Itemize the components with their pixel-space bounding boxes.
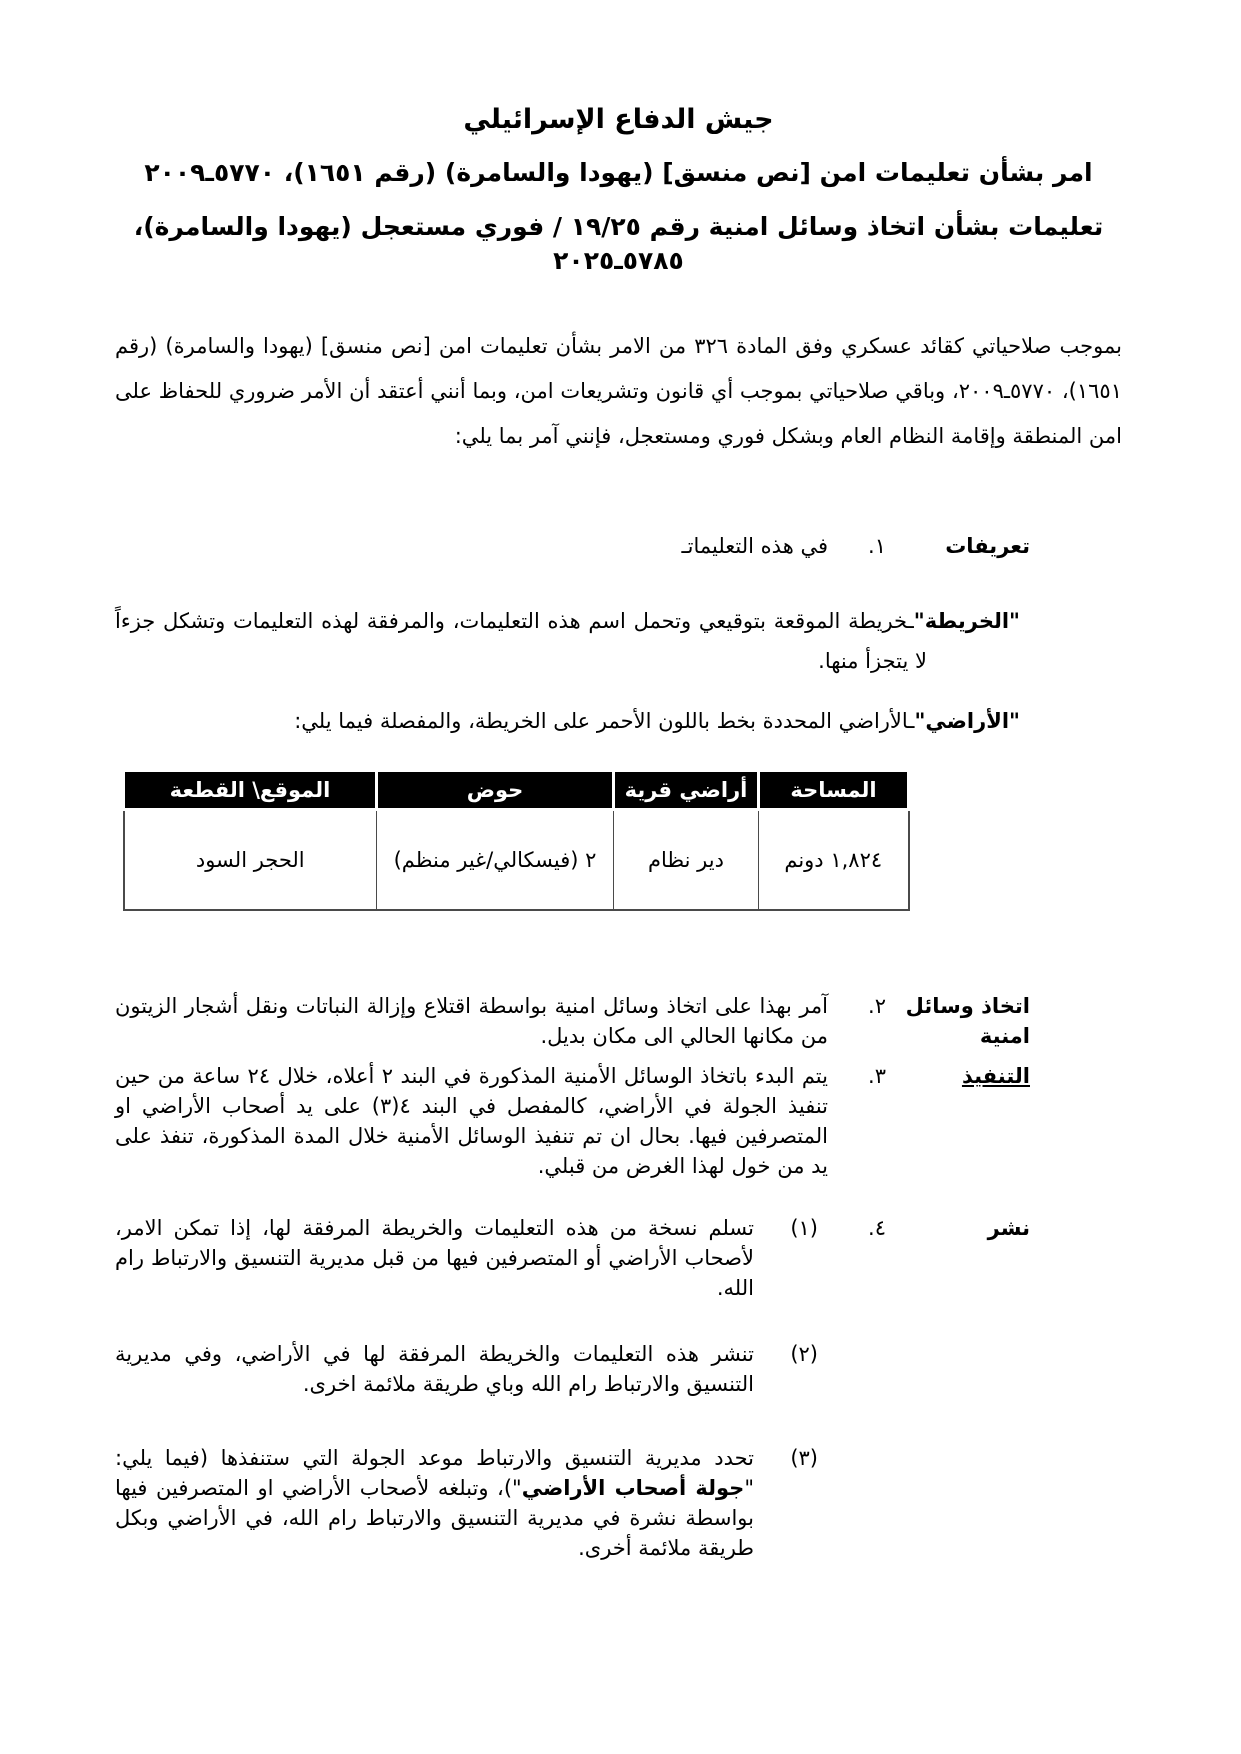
section-label-definitions: تعريفات (945, 534, 1030, 558)
subitem-3 (115, 1443, 828, 1563)
subitem-number-2: (٢) (790, 1342, 818, 1366)
definition-map-text: ـخريطة الموقعة بتوقيعي وتحمل اسم هذه التعليمات، والمرفقة لهذه التعليمات وتشكل جزءاً لا يتجزأ منها. (115, 609, 927, 673)
cell-village-lands: دير نظام (614, 810, 759, 911)
section-security-measures (115, 991, 1122, 1051)
parcels-table-wrap (115, 769, 910, 911)
section-label-publication: نشر (987, 1216, 1030, 1240)
cell-area: ١,٨٢٤ دونم (759, 810, 909, 911)
section-execution (115, 1061, 1122, 1181)
section-number-1: ١. (868, 534, 886, 558)
definition-map (115, 601, 1020, 681)
subitem-text-2: تنشر هذه التعليمات والخريطة المرفقة لها في الأراضي، وفي مديرية التنسيق والارتباط رام الله وباي طريقة ملائمة اخرى. (115, 1342, 754, 1396)
cell-basin: ٢ (فيسكالي/غير منظم) (377, 810, 614, 911)
subitem-number-1: (١) (790, 1216, 818, 1240)
definition-map-term: "الخريطة" (913, 609, 1020, 633)
order-title: امر بشأن تعليمات امن [نص منسق] (يهودا والسامرة) (رقم ١٦٥١)، ٥٧٧٠ـ٢٠٠٩ (144, 158, 1093, 187)
subitem-2 (115, 1339, 828, 1399)
col-header-basin: حوض (377, 771, 614, 810)
subitem-3-before: تحدد مديرية التنسيق والارتباط موعد الجولة التي ستنفذها (فيما يلي: " (115, 1446, 754, 1500)
preamble-paragraph: بموجب صلاحياتي كقائد عسكري وفق المادة ٣٢٦ من الامر بشأن تعليمات امن [نص منسق] (يهودا والسامرة) (رقم ١٦٥١)، ٥٧٧٠ـ٢٠٠٩، وباقي صلاحياتي بموجب أي قانون وتشريعات امن، وبما أنني أعتقد أن الأمر ضروري للحفاظ على امن المنطقة وإقامة النظام العام وبشكل فوري ومستعجل، فإنني آمر بما يلي: (115, 334, 1122, 448)
col-header-location-plot: الموقع\ القطعة (124, 771, 377, 810)
subitem-text-1: تسلم نسخة من هذه التعليمات والخريطة المرفقة لها، إذا تمكن الامر، لأصحاب الأراضي أو المتصرفين فيها من قبل مديرية التنسيق والارتباط رام الله. (115, 1216, 754, 1300)
definition-lands-term: "الأراضي" (914, 709, 1020, 733)
section-text-3: يتم البدء باتخاذ الوسائل الأمنية المذكورة في البند ٢ أعلاه، خلال ٢٤ ساعة من حين تنفيذ الجولة في الأراضي، كالمفصل في البند ⁦٤(٣)⁩ على يد أصحاب الأراضي او المتصرفين فيها. بحال ان تم تنفيذ الوسائل الأمنية خلال المدة المذكورة، تنفذ على يد من خول لهذا الغرض من قبلي. (115, 1064, 828, 1178)
parcels-table (122, 769, 910, 911)
section-number-4: ٤. (868, 1216, 886, 1240)
section-text-1: في هذه التعليماتـ (681, 534, 828, 558)
section-4-content (115, 1213, 848, 1563)
section-number-3: ٣. (868, 1064, 886, 1088)
subitem-text-3 (115, 1443, 766, 1563)
section-number-2: ٢. (868, 994, 886, 1018)
cell-location-plot: الحجر السود (124, 810, 377, 911)
definition-lands-text: ـالأراضي المحددة بخط باللون الأحمر على الخريطة، والمفصلة فيما يلي: (294, 709, 915, 733)
definition-lands (115, 701, 1020, 741)
table-header-row (124, 771, 909, 810)
table-row (124, 810, 909, 911)
section-definitions (115, 531, 1122, 561)
org-title: جيش الدفاع الإسرائيلي (463, 104, 774, 135)
subitem-3-bold: جولة أصحاب الأراضي (521, 1476, 745, 1500)
section-label-security-measures: اتخاذ وسائل امنية (905, 994, 1030, 1048)
col-header-village-lands: أراضي قرية (614, 771, 759, 810)
col-header-area: المساحة (759, 771, 909, 810)
subitem-1 (115, 1213, 828, 1303)
subitem-number-3: (٣) (790, 1446, 818, 1470)
section-publication (115, 1213, 1122, 1563)
section-text-2: آمر بهذا على اتخاذ وسائل امنية بواسطة اقتلاع وإزالة النباتات ونقل أشجار الزيتون من مكانها الحالي الى مكان بديل. (115, 994, 828, 1048)
section-label-execution: التنفيذ (961, 1064, 1030, 1088)
subitem-3-after: ")، وتبلغه لأصحاب الأراضي او المتصرفين فيها بواسطة نشرة في مديرية التنسيق والارتباط رام الله، في الأراضي وبكل طريقة ملائمة أخرى. (115, 1476, 754, 1560)
instructions-title: تعليمات بشأن اتخاذ وسائل امنية رقم ١٩/٢٥ / فوري مستعجل (يهودا والسامرة)، ٥٧٨٥ـ٢٠٢٥ (133, 212, 1104, 275)
